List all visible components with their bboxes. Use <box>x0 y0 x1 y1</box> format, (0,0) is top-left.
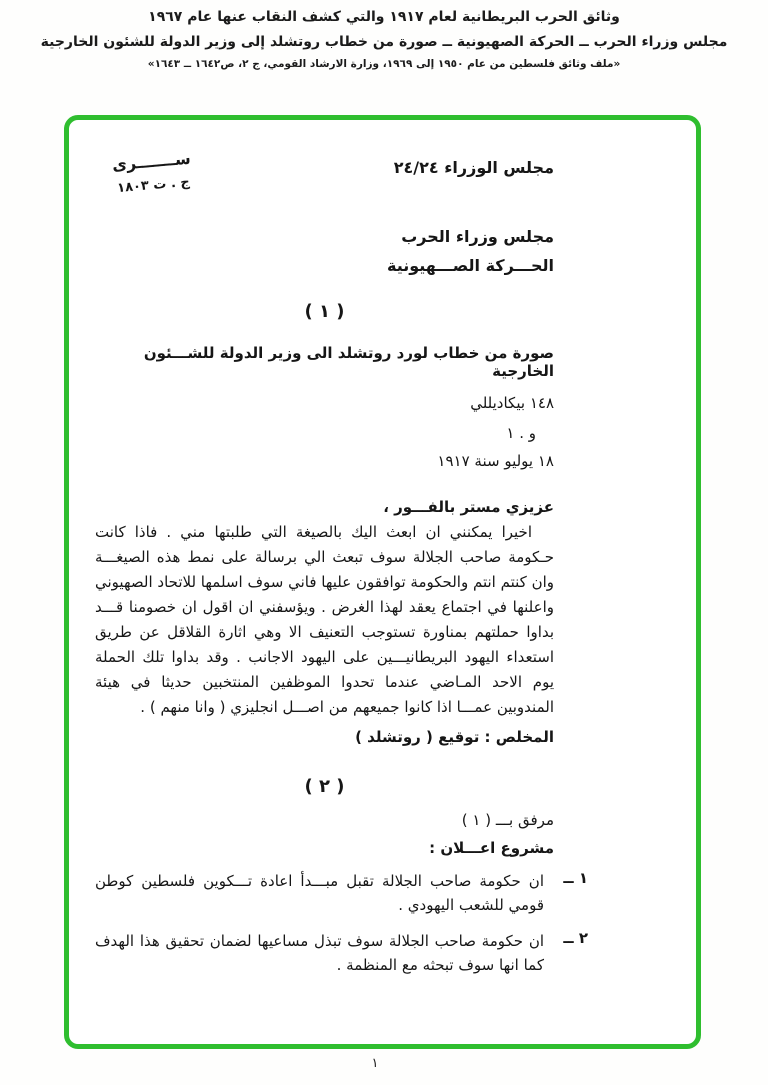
date-line: ١٨ يوليو سنة ١٩١٧ <box>437 452 554 470</box>
address-line-2: و . ١ <box>506 424 536 442</box>
zionist-movement-heading: الحـــركة الصـــهيونية <box>387 256 554 275</box>
draft-item-number: ٢ ــ <box>563 929 588 947</box>
header-source-line: «ملف وثائق فلسطين من عام ١٩٥٠ إلى ١٩٦٩، وزارة الارشاد القومي، ج ٢، ص١٦٤٢ ــ ١٦٤٣» <box>147 58 621 70</box>
draft-item-number: ١ ــ <box>563 869 588 887</box>
war-cabinet-heading: مجلس وزراء الحرب <box>401 227 554 246</box>
attachment-reference: مرفق بـــ ( ١ ) <box>461 811 554 829</box>
draft-declaration-heading: مشروع اعـــلان : <box>429 839 554 857</box>
header-title-line: وثائق الحرب البريطانية لعام ١٩١٧ والتي كشف النقاب عنها عام ١٩٦٧ <box>148 9 620 25</box>
draft-item-text: ان حكومة صاحب الجلالة سوف تبذل مساعيها لضمان تحقيق هذا الهدف كما انها سوف تبحثه مع المنظمة . <box>95 932 544 974</box>
draft-item-text: ان حكومة صاحب الجلالة تقبل مبـــدأ اعادة تـــكوين فلسطين كوطن قومي للشعب اليهودي . <box>95 872 544 914</box>
scanned-document-frame <box>64 115 701 1049</box>
document-top-row <box>95 148 554 197</box>
signature-closing: المخلص : توقيع ( روتشلد ) <box>355 728 554 746</box>
draft-item <box>95 869 588 917</box>
letter-title: صورة من خطاب لورد روتشلد الى وزير الدولة للشـــئون الخارجية <box>143 344 554 380</box>
draft-item <box>95 929 588 977</box>
cabinet-reference: مجلس الوزراء ٢٤/٢٤ <box>393 158 554 177</box>
letter-body: اخيرا يمكنني ان ابعث اليك بالصيغة التي طلبتها مني . فاذا كانت حـكومة صاحب الجلالة سوف تبعث الي برسالة على نمط هذه الصيغـــة وان كنتم انتم والحكومة توافقون عليها فاني سوف اسلمها للاتحاد الصهيوني واعلنها في اجتماع يعقد لهذا الغرض . ويؤسفني ان اقول ان خصومنا قـــد بداوا حملتهم بمناورة تستوجب التعنيف الا وهي اثارة القلاقل عن طريق استعداء اليهود البريطانيـــين على اليهود الاجانب . وقد بداوا تلك الحملة يوم الاحد المـاضي عندما تحدوا الموظفين المنتخبين حديثا في هيئة المندوبين عمـــا اذا كانوا جميعهم من اصـــل انجليزي ( وانا منهم ) . <box>95 523 554 716</box>
page-header <box>0 0 768 70</box>
section-2-marker: ( ٢ ) <box>304 776 345 797</box>
secret-stamp-label: ســـــــرى <box>111 148 192 175</box>
header-subtitle-line: مجلس وزراء الحرب ــ الحركة الصهيونية ــ صورة من خطاب روتشلد إلى وزير الدولة للشئون الخارجية <box>40 34 728 50</box>
salutation: عزيزي مستر بالفـــور ، <box>383 498 554 516</box>
file-reference: ج . ت ١٨٠٣ <box>116 174 191 197</box>
secret-stamp <box>111 149 193 197</box>
section-1-marker: ( ١ ) <box>304 301 345 322</box>
address-line-1: ١٤٨ بيكاديللي <box>470 394 554 412</box>
document-page <box>69 120 696 1044</box>
page-number: ١ <box>371 1056 379 1071</box>
